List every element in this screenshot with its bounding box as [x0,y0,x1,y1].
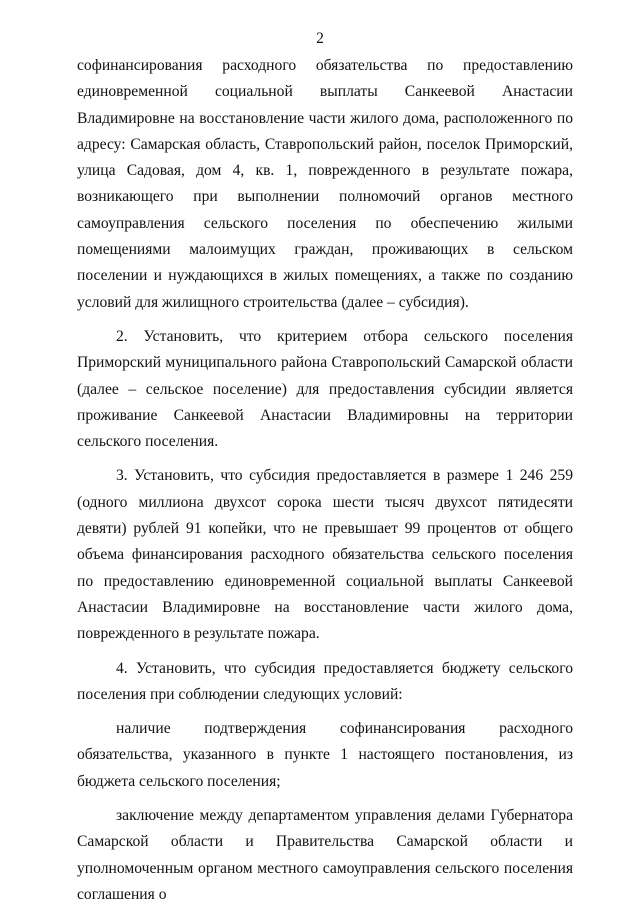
paragraph-item-4: 4. Установить, что субсидия предоставляется бюджету сельского поселения при соблюдении следующих условий: [77,659,573,703]
paragraph-condition-1: наличие подтверждения софинансирования расходного обязательства, указанного в пункте 1 настоящего постановления, из бюджета сельского поселения; [77,720,573,790]
document-body [77,53,573,908]
paragraph-item-2: 2. Установить, что критерием отбора сельского поселения Приморский муниципального района Ставропольский Самарской области (далее – сельское поселение) для предоставления субсидии является проживание Санкеевой Анастасии Владимировны на территории сельского поселения. [77,327,573,451]
paragraph-item-3: 3. Установить, что субсидия предоставляется в размере 1 246 259 (одного миллиона двухсот сорока шести тысяч двухсот пятидесяти девяти) рублей 91 копейки, что не превышает 99 процентов от общего объема финансирования расходного обязательства сельского поселения по предоставлению единовременной социальной выплаты Санкеевой Анастасии Владимировне на восстановление части жилого дома, поврежденного в результате пожара. [77,467,573,643]
paragraph-condition-2: заключение между департаментом управления делами Губернатора Самарской области и Правительства Самарской области и уполномоченным органом местного самоуправления сельского поселения соглашения о [77,807,573,903]
paragraph-continuation: софинансирования расходного обязательства по предоставлению единовременной социальной выплаты Санкеевой Анастасии Владимировне на восстановление части жилого дома, расположенного по адресу: Самарская область, Ставропольский район, поселок Приморский, улица Садовая, дом 4, кв. 1, поврежденного в результате пожара, возникающего при выполнении полномочий органов местного самоуправления сельского поселения по обеспечению жилыми помещениями малоимущих граждан, проживающих в сельском поселении и нуждающихся в жилых помещениях, а также по созданию условий для жилищного строительства (далее – субсидия). [77,57,573,311]
page-number: 2 [316,30,324,47]
